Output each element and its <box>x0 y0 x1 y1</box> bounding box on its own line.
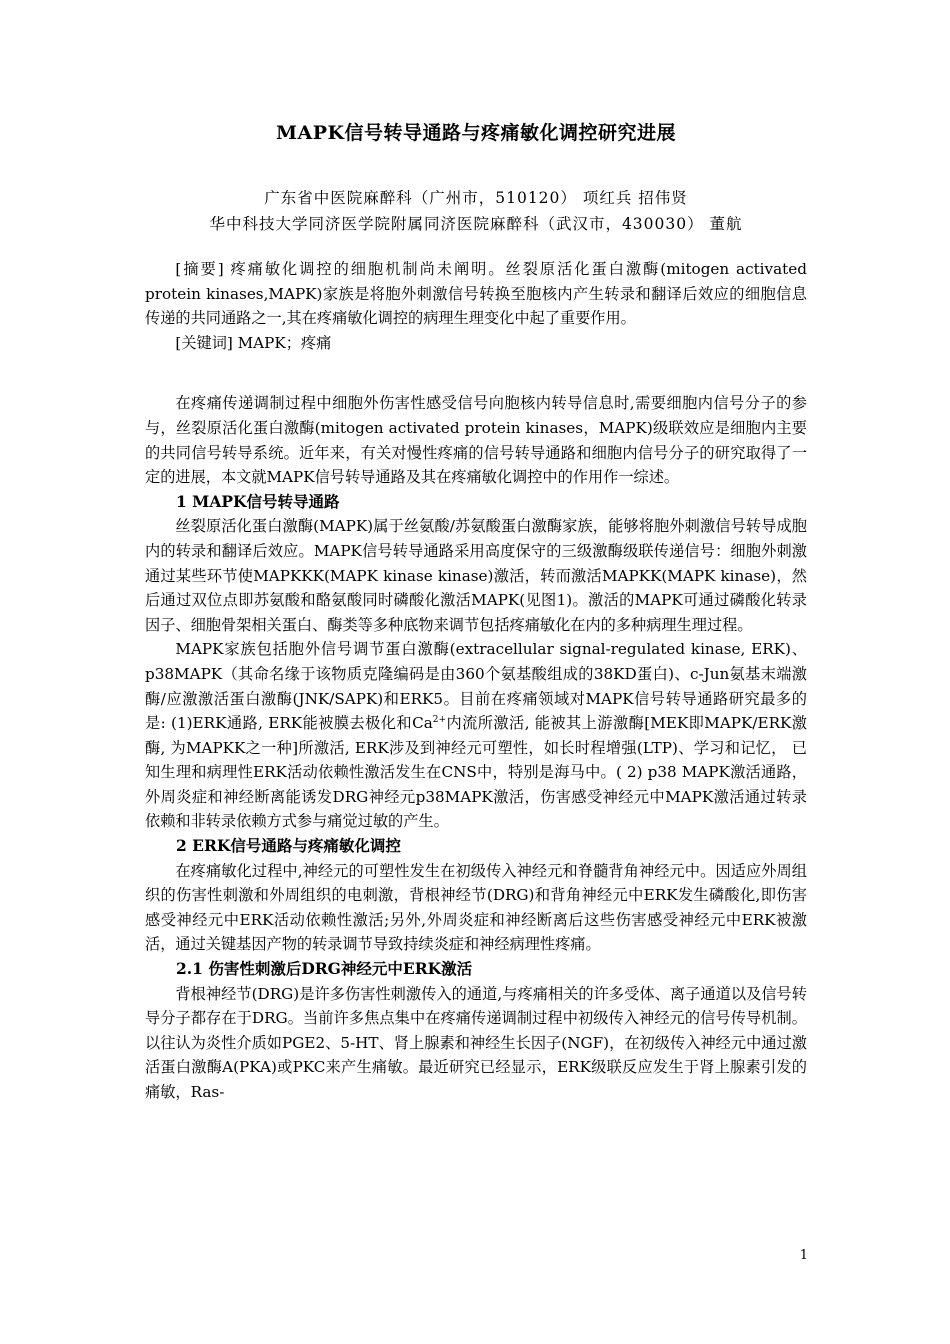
section-2-1-paragraph-1: 背根神经节(DRG)是许多伤害性刺激传入的通道,与疼痛相关的许多受体、离子通道以及信号转导分子都存在于DRG。当前许多焦点集中在疼痛传递调制过程中初级传入神经元的信号传导机制。以往认为炎性介质如PGE2、5-HT、肾上腺素和神经生长因子(NGF)，在初级传入神经元中通过激活蛋白激酶A(PKA)或PKC来产生痛敏。最近研究已经显示，ERK级联反应发生于肾上腺素引发的痛敏，Ras- <box>145 984 807 1101</box>
section-2-1-heading: 2.1 伤害性刺激后DRG神经元中ERK激活 <box>176 959 473 979</box>
paragraph-text-b: 内流所激活, 能被其上游激酶[MEK即MAPK/ERK激酶, 为MAPKK之一种]所激活, ERK涉及到神经元可塑性，如长时程增强(LTP)、学习和记忆， 已知生理和病理性ERK活动依赖性激活发生在CNS中，特别是海马中。( 2) p38 MAPK激活通路，外周炎症和神经断离能诱发DRG神经元p38MAPK激活，伤害感受神经元中MAPK激活通过转录依赖和非转录依赖方式参与痛觉过敏的产生。 <box>145 714 807 831</box>
abstract-section <box>145 257 807 355</box>
section-1-heading: 1 MAPK信号转导通路 <box>176 491 340 511</box>
article-body <box>145 118 807 1105</box>
section-2-heading: 2 ERK信号通路与疼痛敏化调控 <box>176 836 401 856</box>
affiliation-1: 广东省中医院麻醉科（广州市，510120） 项红兵 招伟贤 <box>264 189 688 207</box>
abstract-text: [摘要] 疼痛敏化调控的细胞机制尚未阐明。丝裂原活化蛋白激酶(mitogen activated protein kinases,MAPK)家族是将胞外刺激信号转换至胞核内产生转录和翻译后效应的细胞信息传递的共同通路之一,其在疼痛敏化调控的病理生理变化中起了重要作用。 <box>145 260 807 328</box>
paragraph-text-a: MAPK家族包括胞外信号调节蛋白激酶(extracellular signal-regulated kinase, ERK)、p38MAPK（其命名缘于该物质克隆编码是由360个氨基酸组成的38KD蛋白)、c-Jun氨基末端激酶/应激激活蛋白激酶(JNK/SAPK)和ERK5。目前在疼痛领域对MAPK信号转导通路研究最多的是: (1)ERK通路, ERK能被膜去极化和Ca <box>145 640 807 733</box>
intro-paragraph: 在疼痛传递调制过程中细胞外伤害性感受信号向胞核内转导信息时,需要细胞内信号分子的参与，丝裂原活化蛋白激酶(mitogen activated protein kinases，MAPK)级联效应是细胞内主要的共同信号转导系统。近年来，有关对慢性疼痛的信号转导通路和细胞内信号分子的研究取得了一定的进展，本文就MAPK信号转导通路及其在疼痛敏化调控中的作用作一综述。 <box>145 394 807 487</box>
page-number: 1 <box>799 1248 808 1263</box>
superscript-charge: 2+ <box>432 715 447 726</box>
section-2-paragraph-1: 在疼痛敏化过程中,神经元的可塑性发生在初级传入神经元和脊髓背角神经元中。因适应外周组织的伤害性刺激和外周组织的电刺激，背根神经节(DRG)和背角神经元中ERK发生磷酸化,即伤害感受神经元中ERK活动依赖性激活;另外,外周炎症和神经断离后这些伤害感受神经元中ERK被激活，通过关键基因产物的转录调节导致持续炎症和神经病理性疼痛。 <box>145 861 807 954</box>
section-1-paragraph-1: 丝裂原活化蛋白激酶(MAPK)属于丝氨酸/苏氨酸蛋白激酶家族，能够将胞外刺激信号转导成胞内的转录和翻译后效应。MAPK信号转导通路采用高度保守的三级激酶级联传递信号：细胞外刺激通过某些环节使MAPKKK(MAPK kinase kinase)激活，转而激活MAPKK(MAPK kinase)，然后通过双位点即苏氨酸和酪氨酸同时磷酸化激活MAPK(见图1)。激活的MAPK可通过磷酸化转录因子、细胞骨架相关蛋白、酶类等多种底物来调节包括疼痛敏化在内的多种病理生理过程。 <box>145 517 807 634</box>
affiliation-2: 华中科技大学同济医学院附属同济医院麻醉科（武汉市，430030） 董航 <box>209 215 743 233</box>
article-title: MAPK信号转导通路与疼痛敏化调控研究进展 <box>275 122 677 144</box>
keywords-text: [关键词] MAPK；疼痛 <box>175 333 332 352</box>
section-1-paragraph-2 <box>145 637 807 834</box>
